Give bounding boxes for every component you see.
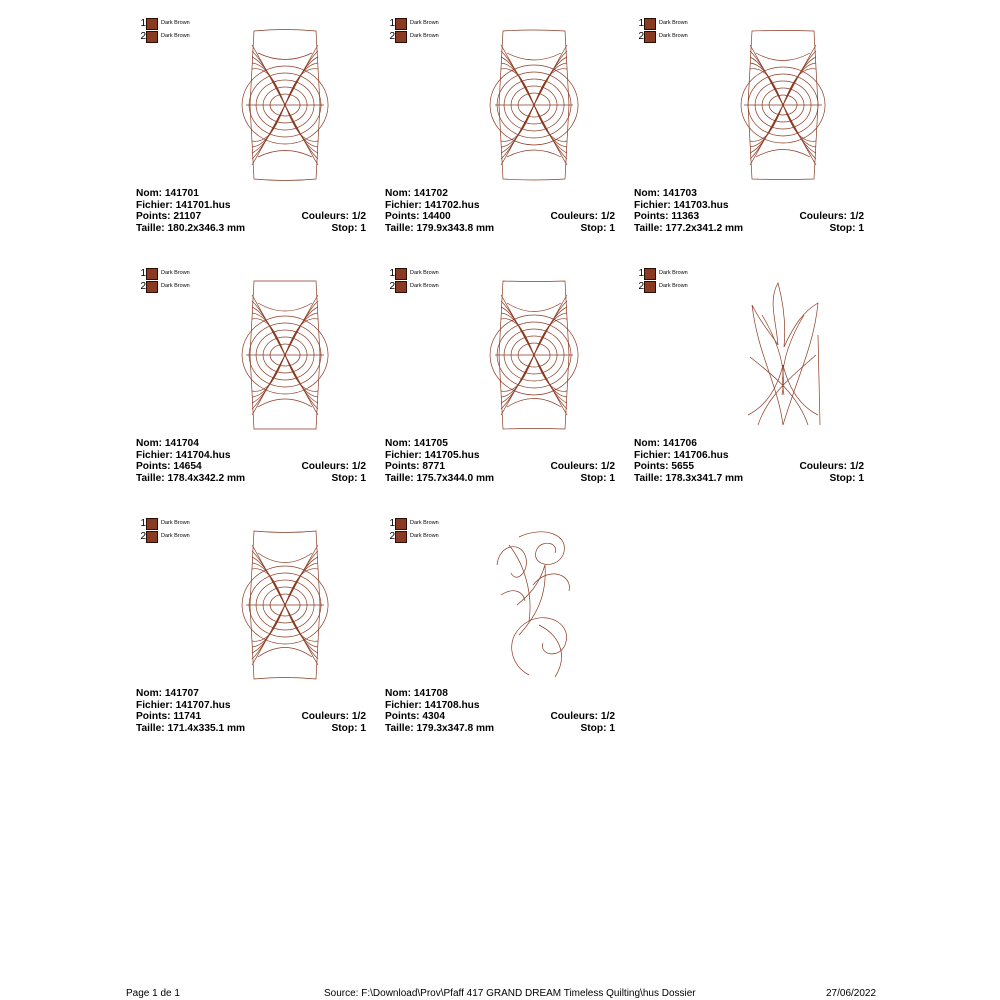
stitch-path <box>818 335 820 425</box>
page-number: Page 1 de 1 <box>126 988 180 999</box>
design-info <box>634 438 864 485</box>
design-file: Fichier: 141707.hus <box>136 699 231 711</box>
design-info <box>385 688 615 735</box>
design-info <box>136 438 366 485</box>
thread-color-name: Dark Brown <box>161 33 190 39</box>
legend-number: 2 <box>389 281 395 292</box>
design-file: Fichier: 141706.hus <box>634 449 729 461</box>
legend-number: 2 <box>638 281 644 292</box>
stop-count: Stop: 1 <box>331 223 366 235</box>
thread-color-name: Dark Brown <box>410 33 439 39</box>
stitch-count: Points: 11363 <box>634 211 700 223</box>
embroidery-preview <box>489 525 579 685</box>
thread-color-swatch <box>644 31 656 43</box>
color-count: Couleurs: 1/2 <box>799 461 864 473</box>
thread-color-name: Dark Brown <box>659 270 688 276</box>
design-name: Nom: 141704 <box>136 438 199 449</box>
stop-count: Stop: 1 <box>580 473 615 485</box>
embroidery-line-art <box>240 25 330 185</box>
points-row <box>385 461 615 473</box>
stitch-count: Points: 21107 <box>136 211 202 223</box>
embroidery-preview <box>240 275 330 435</box>
legend-number: 1 <box>140 518 146 529</box>
design-info <box>136 188 366 235</box>
stitch-path <box>507 150 561 157</box>
stitch-path <box>509 545 530 621</box>
design-file: Fichier: 141704.hus <box>136 449 231 461</box>
stitch-path <box>507 399 561 408</box>
thread-color-name: Dark Brown <box>659 33 688 39</box>
legend-number: 1 <box>140 18 146 29</box>
thread-color-swatch <box>146 518 158 530</box>
stitch-count: Points: 8771 <box>385 461 446 473</box>
legend-number: 1 <box>638 18 644 29</box>
design-info <box>136 688 366 735</box>
design-size: Taille: 179.9x343.8 mm <box>385 223 495 235</box>
design-card-141707 <box>136 518 371 758</box>
design-name: Nom: 141703 <box>634 188 697 199</box>
size-row <box>385 473 615 485</box>
design-file: Fichier: 141703.hus <box>634 199 729 211</box>
embroidery-line-art <box>489 525 579 685</box>
thread-color-swatch <box>644 281 656 293</box>
stop-count: Stop: 1 <box>829 473 864 485</box>
points-row <box>385 211 615 223</box>
design-card-141701 <box>136 18 371 258</box>
embroidery-preview <box>489 275 579 435</box>
thread-color-name: Dark Brown <box>410 270 439 276</box>
legend-number: 1 <box>140 268 146 279</box>
thread-color-name: Dark Brown <box>161 270 190 276</box>
legend-number: 2 <box>140 281 146 292</box>
legend-number: 1 <box>389 518 395 529</box>
design-name: Nom: 141702 <box>385 188 448 199</box>
design-card-141706 <box>634 268 869 508</box>
points-row <box>136 711 366 723</box>
source-path: Source: F:\Download\Prov\Pfaff 417 GRAND DREAM Timeless Quilting\hus Dossier <box>324 988 696 999</box>
thread-color-swatch <box>146 18 158 30</box>
thread-color-name: Dark Brown <box>161 283 190 289</box>
design-size: Taille: 175.7x344.0 mm <box>385 473 495 485</box>
design-size: Taille: 178.4x342.2 mm <box>136 473 246 485</box>
design-file: Fichier: 141702.hus <box>385 199 480 211</box>
legend-number: 1 <box>389 18 395 29</box>
size-row <box>385 223 615 235</box>
stitch-count: Points: 14400 <box>385 211 451 223</box>
design-size: Taille: 179.3x347.8 mm <box>385 723 495 735</box>
points-row <box>634 211 864 223</box>
design-size: Taille: 178.3x341.7 mm <box>634 473 744 485</box>
thread-color-swatch <box>146 31 158 43</box>
legend-number: 1 <box>638 268 644 279</box>
thread-color-swatch <box>644 18 656 30</box>
thread-color-name: Dark Brown <box>410 520 439 526</box>
design-name: Nom: 141705 <box>385 438 448 449</box>
design-file: Fichier: 141705.hus <box>385 449 480 461</box>
thread-color-name: Dark Brown <box>410 533 439 539</box>
size-row <box>634 223 864 235</box>
thread-color-swatch <box>146 268 158 280</box>
legend-number: 1 <box>389 268 395 279</box>
design-card-141703 <box>634 18 869 258</box>
thread-color-name: Dark Brown <box>410 283 439 289</box>
stitch-path <box>756 150 810 158</box>
points-row <box>385 711 615 723</box>
legend-number: 2 <box>389 31 395 42</box>
points-row <box>634 461 864 473</box>
thread-color-name: Dark Brown <box>410 20 439 26</box>
stitch-path <box>750 357 808 425</box>
stitch-path <box>748 365 783 415</box>
stop-count: Stop: 1 <box>331 473 366 485</box>
stitch-path <box>507 53 561 60</box>
stitch-count: Points: 11741 <box>136 711 202 723</box>
points-row <box>136 211 366 223</box>
design-file: Fichier: 141701.hus <box>136 199 231 211</box>
stitch-path <box>258 648 312 658</box>
embroidery-preview <box>738 275 828 435</box>
stitch-path <box>756 53 810 61</box>
embroidery-line-art <box>240 275 330 435</box>
design-name: Nom: 141706 <box>634 438 697 449</box>
stop-count: Stop: 1 <box>580 723 615 735</box>
embroidery-preview <box>489 25 579 185</box>
color-count: Couleurs: 1/2 <box>301 711 366 723</box>
embroidery-preview <box>240 25 330 185</box>
thread-color-swatch <box>395 531 407 543</box>
thread-color-name: Dark Brown <box>161 20 190 26</box>
stitch-path <box>258 303 312 311</box>
embroidery-line-art <box>738 275 828 435</box>
thread-color-swatch <box>395 31 407 43</box>
design-name: Nom: 141707 <box>136 688 199 699</box>
embroidery-line-art <box>240 525 330 685</box>
stitch-path <box>533 574 569 591</box>
color-count: Couleurs: 1/2 <box>550 461 615 473</box>
embroidery-line-art <box>489 275 579 435</box>
stitch-path <box>258 151 312 158</box>
design-card-141702 <box>385 18 620 258</box>
design-size: Taille: 180.2x346.3 mm <box>136 223 246 235</box>
points-row <box>136 461 366 473</box>
thread-color-swatch <box>395 518 407 530</box>
design-name: Nom: 141701 <box>136 188 199 199</box>
size-row <box>634 473 864 485</box>
print-date: 27/06/2022 <box>826 988 877 999</box>
design-info <box>385 438 615 485</box>
design-size: Taille: 171.4x335.1 mm <box>136 723 246 735</box>
stitch-path <box>519 532 564 565</box>
design-card-141705 <box>385 268 620 508</box>
stitch-path <box>783 315 804 395</box>
color-count: Couleurs: 1/2 <box>799 211 864 223</box>
legend-number: 2 <box>140 31 146 42</box>
size-row <box>136 223 366 235</box>
stitch-path <box>258 53 312 60</box>
thread-color-name: Dark Brown <box>659 283 688 289</box>
design-info <box>634 188 864 235</box>
thread-color-swatch <box>146 531 158 543</box>
stitch-path <box>497 547 526 578</box>
color-count: Couleurs: 1/2 <box>301 211 366 223</box>
design-card-141708 <box>385 518 620 758</box>
stitch-path <box>501 591 525 601</box>
stitch-path <box>258 399 312 407</box>
design-card-141704 <box>136 268 371 508</box>
thread-color-swatch <box>395 268 407 280</box>
stop-count: Stop: 1 <box>331 723 366 735</box>
embroidery-line-art <box>738 25 828 185</box>
design-name: Nom: 141708 <box>385 688 448 699</box>
design-file: Fichier: 141708.hus <box>385 699 480 711</box>
stitch-count: Points: 4304 <box>385 711 446 723</box>
stop-count: Stop: 1 <box>580 223 615 235</box>
stitch-path <box>752 283 818 425</box>
size-row <box>385 723 615 735</box>
embroidery-preview <box>738 25 828 185</box>
thread-color-name: Dark Brown <box>659 20 688 26</box>
legend-number: 2 <box>638 31 644 42</box>
thread-color-swatch <box>146 281 158 293</box>
stitch-count: Points: 5655 <box>634 461 695 473</box>
thread-color-swatch <box>395 18 407 30</box>
stitch-path <box>539 625 562 677</box>
thread-color-swatch <box>395 281 407 293</box>
size-row <box>136 723 366 735</box>
stop-count: Stop: 1 <box>829 223 864 235</box>
thread-color-name: Dark Brown <box>161 520 190 526</box>
thread-color-swatch <box>644 268 656 280</box>
stitch-path <box>507 303 561 312</box>
embroidery-line-art <box>489 25 579 185</box>
design-info <box>385 188 615 235</box>
stitch-count: Points: 14654 <box>136 461 202 473</box>
size-row <box>136 473 366 485</box>
thread-color-name: Dark Brown <box>161 533 190 539</box>
legend-number: 2 <box>389 531 395 542</box>
embroidery-preview <box>240 525 330 685</box>
design-size: Taille: 177.2x341.2 mm <box>634 223 744 235</box>
stitch-path <box>512 618 567 675</box>
color-count: Couleurs: 1/2 <box>550 211 615 223</box>
stitch-path <box>258 553 312 563</box>
color-count: Couleurs: 1/2 <box>301 461 366 473</box>
color-count: Couleurs: 1/2 <box>550 711 615 723</box>
legend-number: 2 <box>140 531 146 542</box>
